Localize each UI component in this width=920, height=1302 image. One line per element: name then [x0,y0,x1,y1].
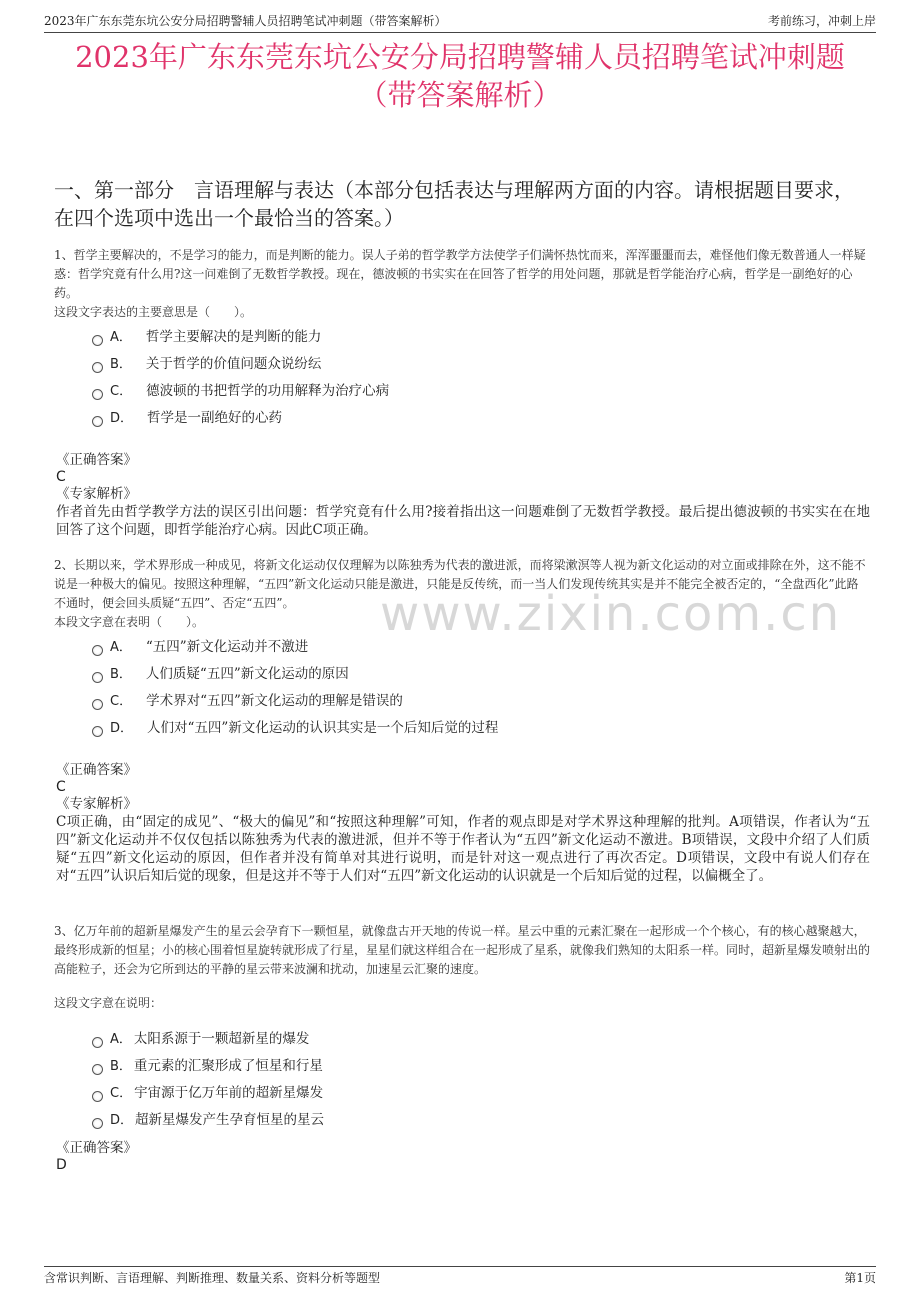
question-2-option-c[interactable]: C． 学术界对“五四”新文化运动的理解是错误的 [92,688,860,715]
radio-icon[interactable] [92,362,103,373]
question-2-ask: 本段文字意在表明（ ）。 [54,615,205,629]
question-3-ask: 这段文字意在说明： [54,996,163,1010]
title-line-2: （带答案解析） [358,78,562,112]
title-line-1: 2023年广东东莞东坑公安分局招聘警辅人员招聘笔试冲刺题 [75,40,845,74]
question-3-option-d[interactable]: D． 超新星爆发产生孕育恒星的星云 [92,1107,860,1134]
radio-icon[interactable] [92,699,103,710]
question-3-answer: D [56,1157,67,1173]
page-header [44,12,876,33]
analysis-label: 《专家解析》 [56,796,137,812]
question-2-option-b[interactable]: B． 人们质疑“五四”新文化运动的原因 [92,661,860,688]
question-1-options [92,324,860,432]
question-3-options [92,1026,860,1134]
radio-icon[interactable] [92,335,103,346]
answer-label: 《正确答案》 [56,452,137,468]
analysis-label: 《专家解析》 [56,486,137,502]
question-1-answer: C [56,469,66,485]
document-title [40,38,880,114]
question-1-option-d[interactable]: D． 哲学是一副绝好的心药 [92,405,860,432]
question-2-text: 2、长期以来，学术界形成一种成见，将新文化运动仅仅理解为以陈独秀为代表的激进派，而将梁漱溟等人视为新文化运动的对立面或排除在外，这不能不说是一种极大的偏见。按照这种理解，“五四”新文化运动只能是激进，只能是反传统，而一当人们发现传统其实是并不能完全被否定的，“全盘西化”此路不通时，便会回头质疑“五四”、否定“五四”。 [54,558,866,610]
radio-icon[interactable] [92,1064,103,1075]
question-3-option-b[interactable]: B． 重元素的汇聚形成了恒星和行星 [92,1053,860,1080]
question-3-text: 3、亿万年前的超新星爆发产生的星云会孕育下一颗恒星，就像盘古开天地的传说一样。星云中重的元素汇聚在一起形成一个个核心，有的核心越聚越大，最终形成新的恒星；小的核心围着恒星旋转就形成了行星，星星们就这样组合在一起形成了星系，就像我们熟知的太阳系一样。同时，超新星爆发喷射出的高能粒子，还会为它所到达的平静的星云带来波澜和扰动，加速星云汇聚的速度。 [54,924,871,976]
question-2-option-d[interactable]: D． 人们对“五四”新文化运动的认识其实是一个后知后觉的过程 [92,715,860,742]
radio-icon[interactable] [92,1118,103,1129]
answer-label: 《正确答案》 [56,1140,137,1156]
page-footer [44,1266,876,1287]
question-1-answer-block [56,452,870,539]
question-1-option-c[interactable]: C． 德波顿的书把哲学的功用解释为治疗心病 [92,378,860,405]
radio-icon[interactable] [92,416,103,427]
question-3-stem [54,922,870,979]
question-1-option-a[interactable]: A． 哲学主要解决的是判断的能力 [92,324,860,351]
radio-icon[interactable] [92,389,103,400]
question-1-text: 1、哲学主要解决的，不是学习的能力，而是判断的能力。误人子弟的哲学教学方法使学子们满怀热忱而来，浑浑噩噩而去，难怪他们像无数普通人一样疑惑：哲学究竟有什么用?这一问难倒了无数哲学教授。现在，德波顿的书实实在在回答了哲学的用处问题，那就是哲学能治疗心病，哲学是一副绝好的心药。 [54,248,866,300]
question-3-option-a[interactable]: A． 太阳系源于一颗超新星的爆发 [92,1026,860,1053]
answer-label: 《正确答案》 [56,762,137,778]
radio-icon[interactable] [92,645,103,656]
question-2-analysis: C项正确，由“固定的成见”、“极大的偏见”和“按照这种理解”可知，作者的观点即是对学术界这种理解的批判。A项错误，作者认为“五四”新文化运动并不仅仅包括以陈独秀为代表的激进派，但并不等于作者认为“五四”新文化运动不激进。B项错误，文段中介绍了人们质疑“五四”新文化运动的原因，但作者并没有简单对其进行说明，而是针对这一观点进行了再次否定。D项错误，文段中有说人们存在对“五四”认识后知后觉的现象，但是这并不等于人们对“五四”新文化运动的认识就是一个后知后觉的过程，以偏概全了。 [56,814,870,884]
header-doc-title: 2023年广东东莞东坑公安分局招聘警辅人员招聘笔试冲刺题（带答案解析） [44,14,447,28]
radio-icon[interactable] [92,672,103,683]
question-2-answer-block [56,762,870,885]
question-2-option-a[interactable]: A． “五四”新文化运动并不激进 [92,634,860,661]
question-1-analysis: 作者首先由哲学教学方法的误区引出问题：哲学究竟有什么用?接着指出这一问题难倒了无数哲学教授。最后提出德波顿的书实实在在地回答了这个问题，即哲学能治疗心病。因此C项正确。 [56,504,870,538]
question-1-option-b[interactable]: B． 关于哲学的价值问题众说纷纭 [92,351,860,378]
watermark: www.zixin.com.cn [380,586,842,642]
page-number: 第1页 [844,1271,876,1285]
question-3-option-c[interactable]: C． 宇宙源于亿万年前的超新星爆发 [92,1080,860,1107]
question-3-answer-block [56,1140,870,1174]
section-heading: 一、第一部分 言语理解与表达（本部分包括表达与理解两方面的内容。请根据题目要求，在四个选项中选出一个最恰当的答案。） [54,178,854,230]
radio-icon[interactable] [92,726,103,737]
question-2-answer: C [56,779,66,795]
radio-icon[interactable] [92,1037,103,1048]
header-slogan: 考前练习，冲刺上岸 [767,14,876,28]
question-2-options [92,634,860,742]
footer-topics: 含常识判断、言语理解、判断推理、数量关系、资料分析等题型 [44,1271,381,1285]
question-1-ask: 这段文字表达的主要意思是（ ）。 [54,305,253,319]
question-1-stem [54,246,870,322]
radio-icon[interactable] [92,1091,103,1102]
